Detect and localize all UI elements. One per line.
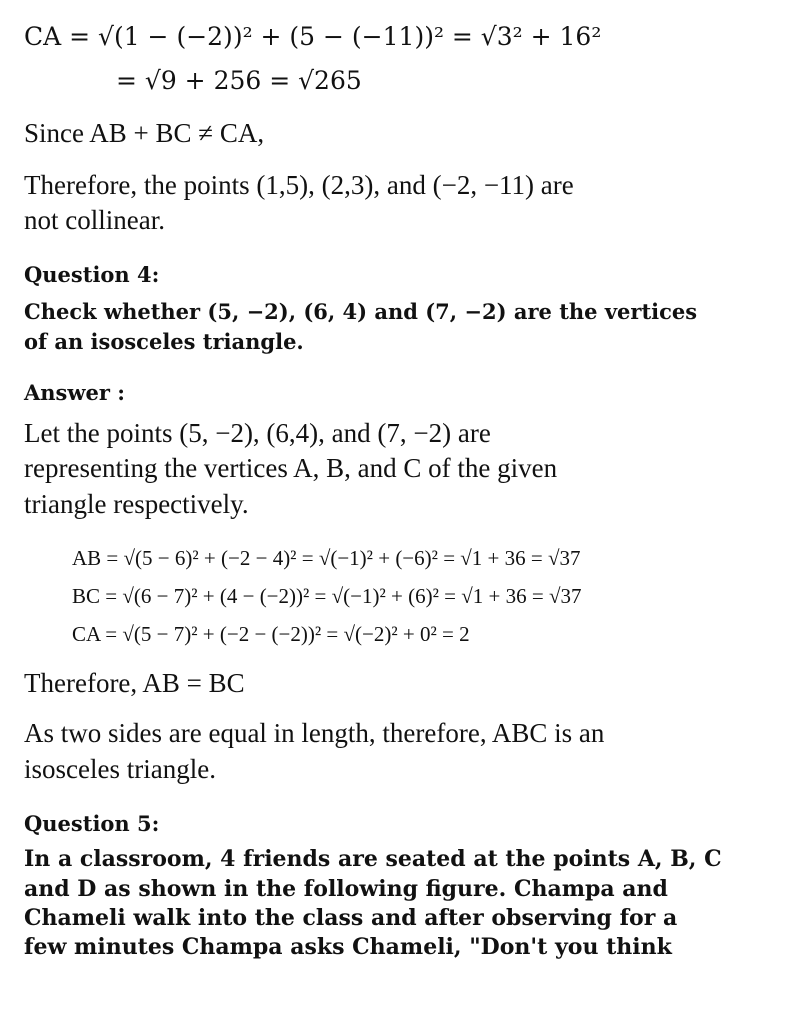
equation-bc: BC = √(6 − 7)² + (4 − (−2))² = √(−1)² + (6)² = √1 + 36 = √37 [72, 584, 582, 608]
not-collinear-line-1: Therefore, the points (1,5), (2,3), and (−2, −11) are [24, 170, 574, 200]
therefore-ab-equals-bc: Therefore, AB = BC [24, 668, 245, 698]
equation-ca: CA = √(5 − 7)² + (−2 − (−2))² = √(−2)² + 0² = 2 [72, 622, 470, 646]
conclusion-line-2: isosceles triangle. [24, 754, 216, 784]
question-5-line-3: Chameli walk into the class and after observing for a [24, 905, 678, 931]
question-5-line-1: In a classroom, 4 friends are seated at the points A, B, C [24, 846, 722, 872]
answer-label: Answer : [24, 380, 125, 405]
question-4-text-line-1: Check whether (5, −2), (6, 4) and (7, −2) are the vertices [24, 299, 698, 324]
question-5-title: Question 5: [24, 811, 160, 836]
ca-calculation-line-1: CA = √(1 − (−2))² + (5 − (−11))² = √3² + 16² [24, 22, 602, 51]
question-5-line-2: and D as shown in the following figure. Champa and [24, 876, 668, 902]
question-5-line-4: few minutes Champa asks Chameli, "Don't you think [24, 934, 672, 960]
conclusion-line-1: As two sides are equal in length, therefore, ABC is an [24, 718, 605, 748]
answer-line-1: Let the points (5, −2), (6,4), and (7, −2) are [24, 418, 491, 448]
not-collinear-line-2: not collinear. [24, 205, 165, 235]
equation-ab: AB = √(5 − 6)² + (−2 − 4)² = √(−1)² + (−6)² = √1 + 36 = √37 [72, 546, 581, 570]
answer-line-2: representing the vertices A, B, and C of the given [24, 453, 558, 483]
question-4-title: Question 4: [24, 262, 160, 287]
question-4-text-line-2: of an isosceles triangle. [24, 329, 304, 354]
since-statement: Since AB + BC ≠ CA, [24, 118, 265, 148]
ca-calculation-line-2: = √9 + 256 = √265 [116, 66, 362, 95]
answer-line-3: triangle respectively. [24, 489, 249, 519]
